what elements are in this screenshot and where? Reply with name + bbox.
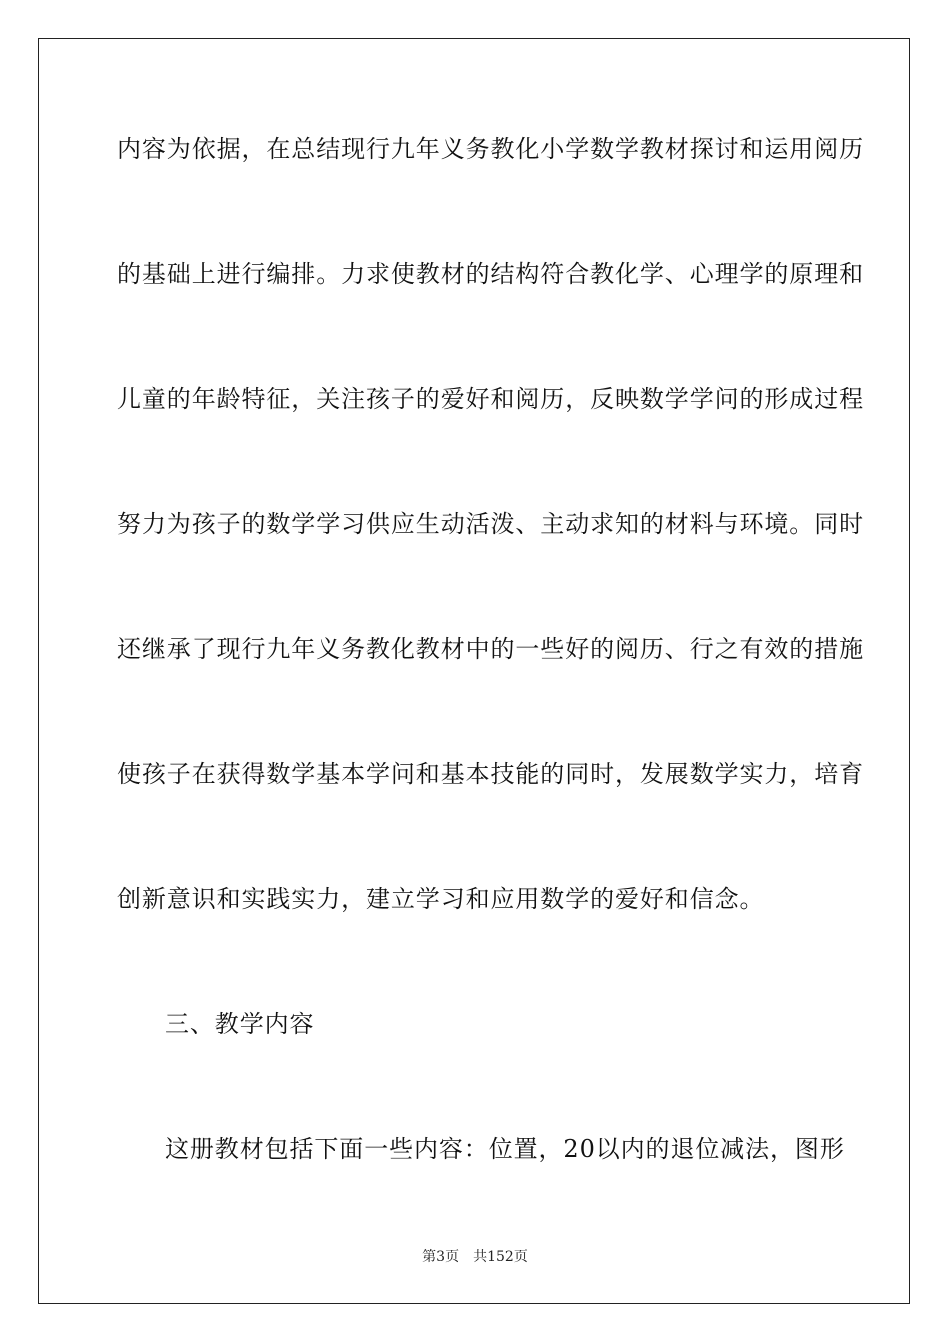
body-text-line: 的基础上进行编排。力求使教材的结构符合教化学、心理学的原理和: [117, 260, 864, 288]
page-footer: [0, 1248, 950, 1266]
body-text-line: 努力为孩子的数学学习供应生动活泼、主动求知的材料与环境。同时: [117, 510, 864, 538]
body-text-line: 使孩子在获得数学基本学问和基本技能的同时，发展数学实力，培育: [117, 760, 864, 788]
page-border: [38, 38, 910, 1304]
page-number: 第3页: [422, 1249, 460, 1265]
body-text-line: 内容为依据，在总结现行九年义务教化小学数学教材探讨和运用阅历: [117, 135, 864, 163]
section-heading: 三、教学内容: [165, 1010, 315, 1038]
body-text-line: 还继承了现行九年义务教化教材中的一些好的阅历、行之有效的措施: [117, 635, 864, 663]
body-text-line: 这册教材包括下面一些内容：位置，20以内的退位减法，图形: [165, 1135, 845, 1163]
body-text-line: 儿童的年龄特征，关注孩子的爱好和阅历，反映数学学问的形成过程: [117, 385, 864, 413]
body-text-line: 创新意识和实践实力，建立学习和应用数学的爱好和信念。: [117, 885, 765, 913]
page-total: 共152页: [473, 1249, 528, 1265]
